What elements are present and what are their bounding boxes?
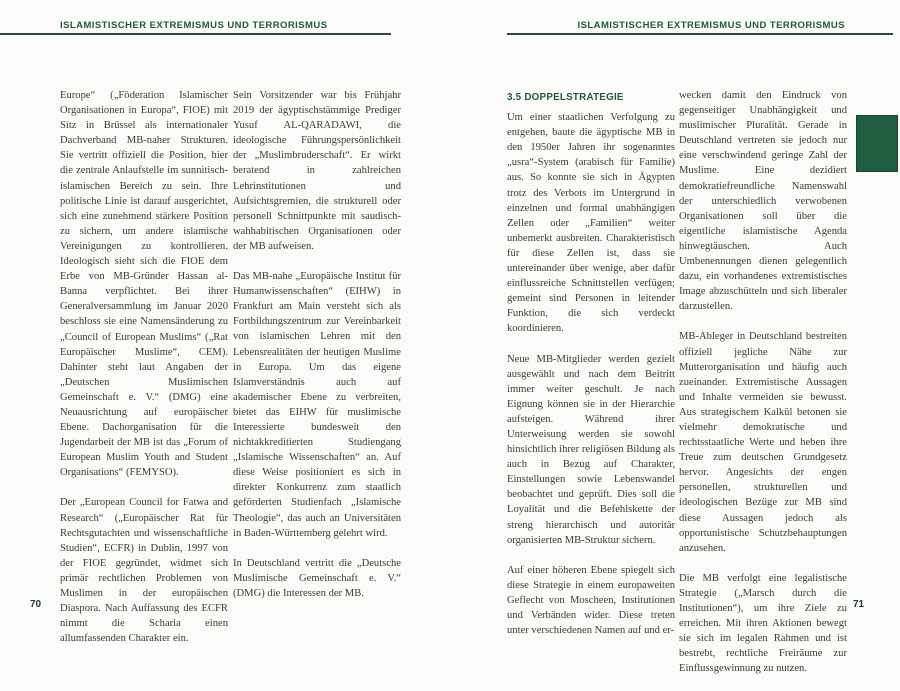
right-page-column-2 (679, 88, 847, 691)
left-page-column-1 (60, 88, 228, 661)
paragraph: Auf einer höheren Ebene spiegelt sich diese Strategie in einem europaweiten Geflecht von Moscheen, Institutionen und Verbänden wider. Diese treten unter verschiedenen Namen auf und er- (507, 564, 675, 637)
paragraph: Neue MB-Mitglieder werden gezielt ausgewählt und nach dem Beitritt immer weiter geschult. Je nach Eignung können sie in der Hierarchie aufsteigen. Während ihrer Unterweisung werden sie sowohl hinsichtlich ihrer religiösen Bildung als auch in Bezug auf Charakter, Einstellungen sowie Lebenswandel beobachtet und geprüft. Dies soll die Loyalität und die Befehlskette der streng hierarchisch und autoritär organisierten MB-Struktur sichern. (507, 353, 675, 546)
section-heading: 3.5 DOPPELSTRATEGIE (507, 92, 624, 103)
paragraph: Der „European Council for Fatwa and Research“ („Europäischer Rat für Rechtsgutachten und wissenschaftliche Studien“, ECFR) in Dublin, 1997 von der FIOE gegründet, widmet sich primär rechtlichen Problemen von Muslimen in der europäischen Diaspora. Nach Auffassung des ECFR nimmt die Scharia einen allumfassenden Charakter ein. (60, 497, 228, 645)
paragraph: Das MB-nahe „Europäische Institut für Humanwissenschaften“ (EIHW) in Frankfurt am Main versteht sich als Fortbildungszentrum zur Vereinbarkeit von islamischen Lehren mit den Lebensrealitäten der heutigen Muslime in Europa. Um das eigene Islamverständnis auch auf akademischer Ebene zu verbreiten, bietet das EIHW für muslimische Interessierte bundesweit den nichtakkreditierten Studiengang „Islamische Wissenschaften“ an. Auf diese Weise positioniert es sich in direkter Konkurrenz zum staatlich geförderten Studienfach „Islamische Theologie“, das auch an Universitäten in Baden-Württemberg gelehrt wird. (233, 271, 401, 539)
paragraph: Um einer staatlichen Verfolgung zu entgehen, baute die ägyptische MB in den 1950er Jahren ihr sogenanntes „usra“-System (arabisch für Familie) aus. So konnte sie sich in Ägypten trotz des Verbots im Untergrund in einzelnen und formal unabhängigen Zellen oder „Familien“ weiter unbemerkt ausbreiten. Charakteristisch für diese Zellen ist, dass sie untereinander über wenige, aber dafür einflussreiche Schnittstellen verfügen; gemeint sind Personen in leitender Funktion, die sich verdeckt koordinieren. (507, 112, 675, 335)
header-rule-left (0, 33, 391, 35)
paragraph: Europe“ („Föderation Islamischer Organisationen in Europa“, FIOE) mit Sitz in Brüssel als internationaler Dachverband MB-naher Strukturen. Sie vertritt offiziell die Position, hier die zentrale Anlaufstelle im sunnitisch-islamischen Bereich zu sein. Ihre politische Linie ist darauf ausgerichtet, sich eine zunehmend stärkere Position zu sichern, um andere islamische Vereinigungen zu kontrollieren. Ideologisch sieht sich die FIOE dem Erbe von MB-Gründer Hassan al-Banna verpflichtet. Bei ihrer Generalversammlung im Januar 2020 beschloss sie eine Namensänderung zu „Council of European Muslims“ („Rat Europäischer Muslime“, CEM). Dahinter steht laut Angaben der „Deutschen Muslimischen Gemeinschaft e. V.“ (DMG) eine Neuausrichtung auf europäischer Ebene. Dachorganisation für die Jugendarbeit der MB ist das „Forum of European Muslim Youth and Student Organisations“ (FEMYSO). (60, 90, 228, 479)
paragraph: Die MB verfolgt eine legalistische Strategie („Marsch durch die Institutionen“), um ihre Ziele zu erreichen. Mit ihren Aktionen bewegt sie sich im legalen Rahmen und ist bestrebt, rechtliche Freiräume zur Einflussgewinnung zu nutzen. (679, 572, 847, 675)
running-head-left: ISLAMISTISCHER EXTREMISMUS UND TERRORISMUS (60, 20, 328, 31)
page-number-right: 71 (853, 599, 865, 610)
paragraph: wecken damit den Eindruck von gegenseitiger Unabhängigkeit und muslimischer Pluralität. Gerade in Deutschland vertreten sie jedoch nur eine verschwindend geringe Zahl der Muslime. Eine dezidiert demokratiefreundliche Namenswahl der unterschiedlich verwobenen Organisationen soll über die eigentliche islamistische Agenda hinwegtäuschen. Auch Umbenennungen dienen gelegentlich dazu, ein vorhandenes extremistisches Image abzuschütteln und sich liberaler darzustellen. (679, 90, 847, 313)
chapter-index-tab (856, 115, 898, 172)
page-number-left: 70 (30, 599, 42, 610)
paragraph: MB-Ableger in Deutschland bestreiten offiziell jegliche Nähe zur Mutterorganisation und häufig auch zueinander. Extremistische Aussagen und Inhalte vermeiden sie bewusst. Aus strategischem Kalkül betonen sie vielmehr demokratische und rechtsstaatliche Werte und heben ihre Treue zum deutschen Grundgesetz hervor. Angesichts der engen personellen, strukturellen und ideologischen Bezüge zur MB sind diese Aussagen jedoch als opportunistische Schutzbehauptungen anzusehen. (679, 331, 847, 554)
paragraph: In Deutschland vertritt die „Deutsche Muslimische Gemeinschaft e. V.“ (DMG) die Interessen der MB. (233, 557, 401, 599)
paragraph: Sein Vorsitzender war bis Frühjahr 2019 der ägyptischstämmige Prediger Yusuf AL-QARADAWI, die ideologische Führungspersönlichkeit der „Muslimbruderschaft“. Er wirkt beratend in zahlreichen Lehrinstitutionen und Aufsichtsgremien, die strukturell oder personell Schnittpunkte mit saudisch-wahhabitischen Organisationen oder der MB aufweisen. (233, 90, 401, 252)
running-head-right: ISLAMISTISCHER EXTREMISMUS UND TERRORISMUS (577, 20, 845, 31)
right-page-column-1 (507, 88, 675, 653)
header-rule-right (507, 33, 893, 35)
left-page-column-2 (233, 88, 401, 616)
